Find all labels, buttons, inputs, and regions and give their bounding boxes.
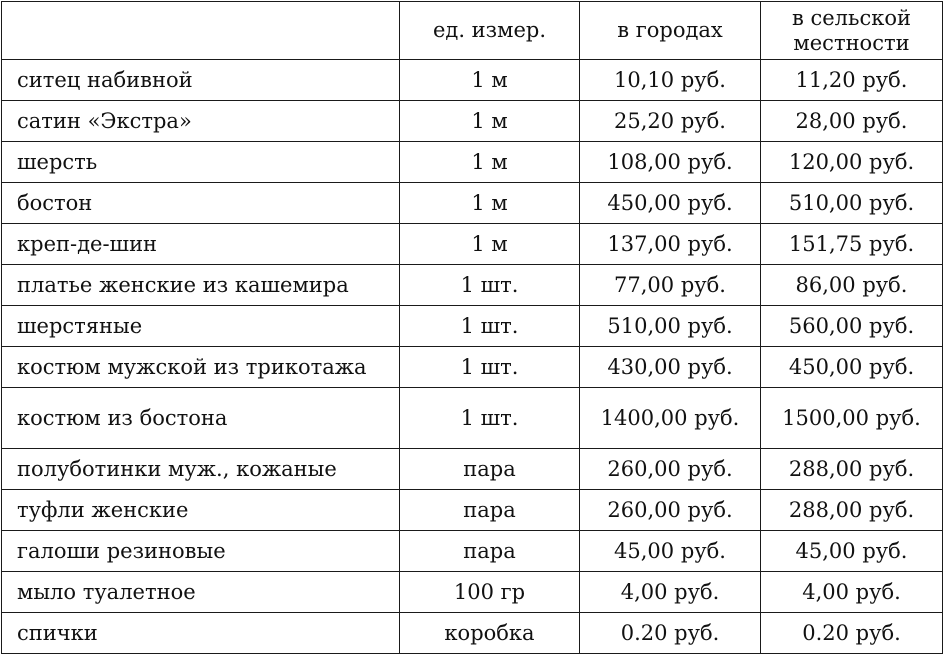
cell-unit: 1 м (400, 142, 580, 183)
table-row (2, 613, 943, 654)
cell-unit: пара (400, 531, 580, 572)
cell-item: галоши резиновые (2, 531, 400, 572)
table-row (2, 183, 943, 224)
cell-rural-price: 4,00 руб. (761, 572, 943, 613)
cell-unit: 1 м (400, 60, 580, 101)
cell-unit: 1 шт. (400, 388, 580, 449)
cell-item: мыло туалетное (2, 572, 400, 613)
table-row (2, 265, 943, 306)
table-row (2, 60, 943, 101)
cell-item: костюм из бостона (2, 388, 400, 449)
table-row (2, 224, 943, 265)
cell-city-price: 430,00 руб. (580, 347, 761, 388)
cell-unit: пара (400, 449, 580, 490)
price-table (1, 1, 943, 654)
header-cell-city: в городах (580, 2, 761, 60)
table-row (2, 449, 943, 490)
cell-item: шерстяные (2, 306, 400, 347)
table-row (2, 531, 943, 572)
table-row (2, 101, 943, 142)
cell-city-price: 260,00 руб. (580, 449, 761, 490)
table-row (2, 347, 943, 388)
cell-rural-price: 86,00 руб. (761, 265, 943, 306)
cell-item: туфли женские (2, 490, 400, 531)
table-row (2, 306, 943, 347)
header-cell-rural (761, 2, 943, 60)
table-row (2, 572, 943, 613)
cell-city-price: 137,00 руб. (580, 224, 761, 265)
cell-city-price: 45,00 руб. (580, 531, 761, 572)
cell-rural-price: 288,00 руб. (761, 490, 943, 531)
cell-rural-price: 151,75 руб. (761, 224, 943, 265)
cell-unit: пара (400, 490, 580, 531)
cell-unit: 1 м (400, 101, 580, 142)
cell-unit: 1 шт. (400, 265, 580, 306)
cell-item: полуботинки муж., кожаные (2, 449, 400, 490)
cell-item: сатин «Экстра» (2, 101, 400, 142)
table-row (2, 142, 943, 183)
cell-item: креп-де-шин (2, 224, 400, 265)
table-header-row (2, 2, 943, 60)
cell-city-price: 0.20 руб. (580, 613, 761, 654)
cell-rural-price: 0.20 руб. (761, 613, 943, 654)
cell-unit: 100 гр (400, 572, 580, 613)
table-row (2, 490, 943, 531)
cell-city-price: 77,00 руб. (580, 265, 761, 306)
cell-item: платье женские из кашемира (2, 265, 400, 306)
cell-rural-price: 288,00 руб. (761, 449, 943, 490)
cell-item: шерсть (2, 142, 400, 183)
cell-rural-price: 450,00 руб. (761, 347, 943, 388)
cell-city-price: 108,00 руб. (580, 142, 761, 183)
cell-rural-price: 45,00 руб. (761, 531, 943, 572)
cell-unit: 1 м (400, 224, 580, 265)
cell-unit: 1 шт. (400, 347, 580, 388)
cell-rural-price: 510,00 руб. (761, 183, 943, 224)
cell-city-price: 260,00 руб. (580, 490, 761, 531)
cell-city-price: 510,00 руб. (580, 306, 761, 347)
cell-city-price: 1400,00 руб. (580, 388, 761, 449)
header-cell-item (2, 2, 400, 60)
cell-rural-price: 28,00 руб. (761, 101, 943, 142)
table-row (2, 388, 943, 449)
cell-item: бостон (2, 183, 400, 224)
cell-unit: коробка (400, 613, 580, 654)
cell-item: ситец набивной (2, 60, 400, 101)
cell-rural-price: 1500,00 руб. (761, 388, 943, 449)
cell-rural-price: 120,00 руб. (761, 142, 943, 183)
cell-item: спички (2, 613, 400, 654)
cell-city-price: 25,20 руб. (580, 101, 761, 142)
cell-item: костюм мужской из трикотажа (2, 347, 400, 388)
cell-city-price: 4,00 руб. (580, 572, 761, 613)
cell-rural-price: 11,20 руб. (761, 60, 943, 101)
cell-rural-price: 560,00 руб. (761, 306, 943, 347)
header-cell-unit: ед. измер. (400, 2, 580, 60)
cell-city-price: 10,10 руб. (580, 60, 761, 101)
cell-unit: 1 м (400, 183, 580, 224)
cell-unit: 1 шт. (400, 306, 580, 347)
cell-city-price: 450,00 руб. (580, 183, 761, 224)
header-rural-text: в сельской местности (792, 6, 911, 55)
